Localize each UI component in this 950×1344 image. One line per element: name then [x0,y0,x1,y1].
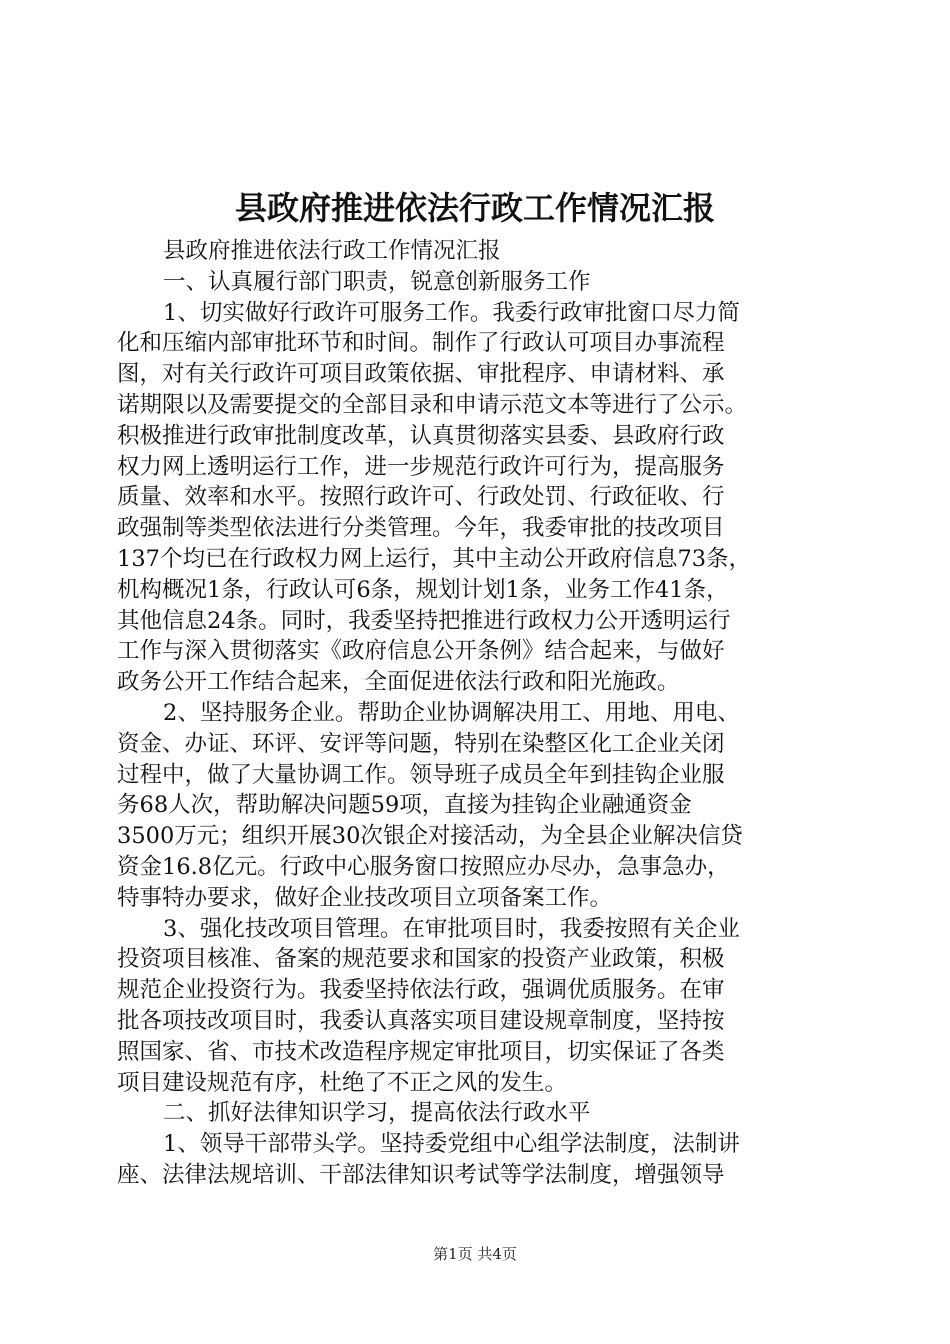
text-line: 质量、效率和水平。按照行政许可、行政处罚、行政征收、行 [117,484,725,511]
text-line: 一、认真履行部门职责，锐意创新服务工作 [163,268,591,295]
text-line: 诺期限以及需要提交的全部目录和申请示范文本等进行了公示。 [117,391,748,418]
page-footer: 第1页 共4页 [433,1245,517,1263]
text-line: 照国家、省、市技术改造程序规定审批项目，切实保证了各类 [117,1038,725,1065]
text-line: 二、抓好法律知识学习，提高依法行政水平 [163,1100,591,1127]
text-line: 1、领导干部带头学。坚持委党组中心组学法制度，法制讲 [163,1131,740,1158]
text-line: 项目建设规范有序，杜绝了不正之风的发生。 [117,1069,568,1096]
text-line: 资金16.8亿元。行政中心服务窗口按照应办尽办，急事急办， [117,853,730,880]
text-line: 投资项目核准、备案的规范要求和国家的投资产业政策，积极 [117,946,725,973]
text-line: 3500万元；组织开展30次银企对接活动，为全县企业解决信贷 [117,823,743,850]
text-line: 政强制等类型依法进行分类管理。今年，我委审批的技改项目 [117,515,725,542]
text-line: 务68人次，帮助解决问题59项，直接为挂钩企业融通资金 [117,792,692,819]
text-line: 其他信息24条。同时，我委坚持把推进行政权力公开透明运行 [117,607,731,634]
document-title: 县政府推进依法行政工作情况汇报 [234,189,715,227]
text-line: 3、强化技改项目管理。在审批项目时，我委按照有关企业 [163,915,740,942]
text-line: 工作与深入贯彻落实《政府信息公开条例》结合起来，与做好 [117,638,725,665]
text-line: 过程中，做了大量协调工作。领导班子成员全年到挂钩企业服 [117,761,725,788]
text-line: 政务公开工作结合起来，全面促进依法行政和阳光施政。 [117,669,680,696]
document-body [117,236,832,1191]
text-line: 137个均已在行政权力网上运行，其中主动公开政府信息73条， [117,545,752,572]
text-line: 权力网上透明运行工作，进一步规范行政许可行为，提高服务 [117,453,725,480]
text-line: 积极推进行政审批制度改革，认真贯彻落实县委、县政府行政 [117,422,725,449]
text-line: 化和压缩内部审批环节和时间。制作了行政认可项目办事流程 [117,330,725,357]
text-line: 机构概况1条，行政认可6条，规划计划1条，业务工作41条， [117,576,729,603]
text-line: 县政府推进依法行政工作情况汇报 [163,238,501,264]
text-line: 规范企业投资行为。我委坚持依法行政，强调优质服务。在审 [117,977,725,1004]
text-line: 批各项技改项目时，我委认真落实项目建设规章制度，坚持按 [117,1007,725,1034]
text-line: 资金、办证、环评、安评等问题，特别在染整区化工企业关闭 [117,730,725,757]
text-line: 1、切实做好行政许可服务工作。我委行政审批窗口尽力简 [163,299,740,326]
text-line: 座、法律法规培训、干部法律知识考试等学法制度，增强领导 [117,1161,725,1188]
text-line: 2、坚持服务企业。帮助企业协调解决用工、用地、用电、 [163,699,740,726]
text-line: 特事特办要求，做好企业技改项目立项备案工作。 [117,884,613,911]
text-line: 图，对有关行政许可项目政策依据、审批程序、申请材料、承 [117,361,725,388]
